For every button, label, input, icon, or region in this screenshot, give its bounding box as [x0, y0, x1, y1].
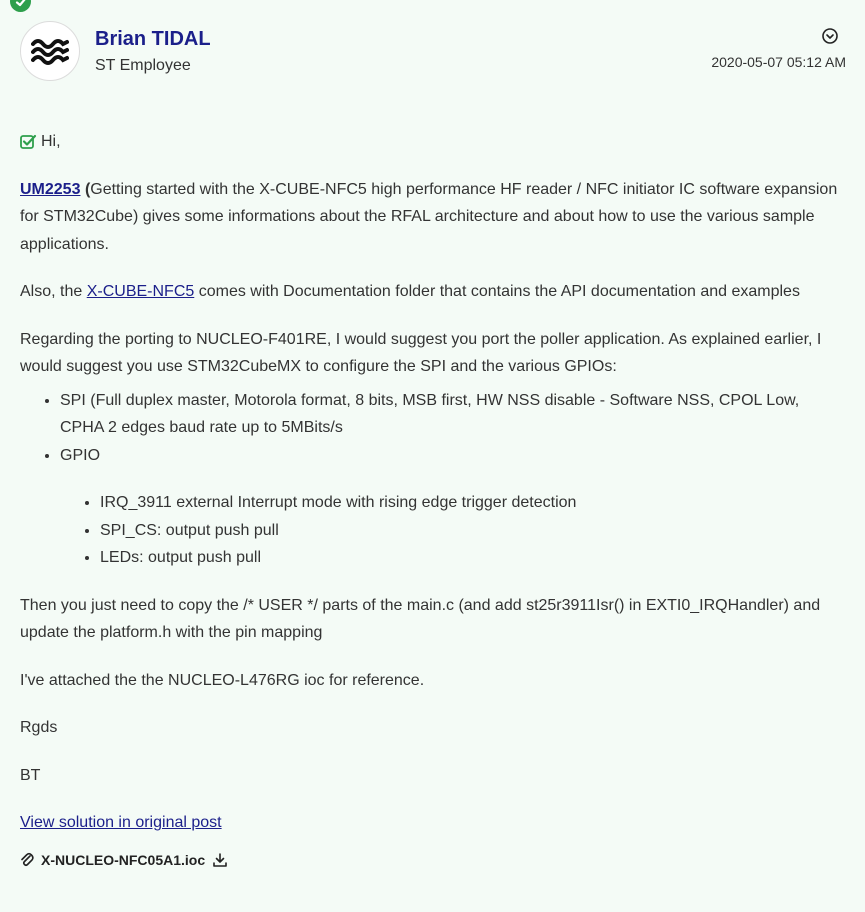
- solved-check-icon: [10, 0, 31, 12]
- post-body: [20, 128, 845, 874]
- paragraph-rgds: Rgds: [20, 719, 58, 736]
- author-name[interactable]: Brian TIDAL: [95, 28, 211, 50]
- paragraph-copy: Then you just need to copy the /* USER */ parts of the main.c (and add st25r3911Isr() in EXTI0_IRQHandler) and update the platform.h with the pin mapping: [20, 596, 821, 641]
- paragraph-porting: Regarding the porting to NUCLEO-F401RE, I would suggest you port the poller application. As explained earlier, I would suggest you use STM32CubeMX to configure the SPI and the various GPIOs:: [20, 330, 822, 375]
- view-solution-link[interactable]: View solution in original post: [20, 814, 222, 831]
- xcube-nfc5-link[interactable]: X-CUBE-NFC5: [86, 283, 195, 300]
- checkbox-check-icon: [20, 134, 37, 149]
- list-item-spi: • SPI (Full duplex master, Motorola format, 8 bits, MSB first, HW NSS disable - Software NSS, CPOL Low, CPHA 2 edges baud rate up to 5MBits/s: [60, 387, 845, 442]
- post-timestamp: 2020-05-07 05:12 AM: [711, 54, 846, 70]
- p1-text: Getting started with the X-CUBE-NFC5 high performance HF reader / NFC initiator IC software expansion for STM32Cube) gives some informations about the RFAL architecture and about how to use the various sample applications.: [20, 180, 838, 253]
- chevron-down-circle-icon[interactable]: [822, 28, 838, 44]
- list-item-gpio: [60, 442, 845, 470]
- paragraph-signature: BT: [20, 766, 41, 784]
- gpio-label: GPIO: [60, 446, 101, 464]
- paragraph-attached: I've attached the the NUCLEO-L476RG ioc for reference.: [20, 671, 425, 689]
- avatar[interactable]: [20, 21, 80, 81]
- sublist-item: • SPI_CS: output push pull: [100, 517, 845, 545]
- attachment-name[interactable]: X-NUCLEO-NFC05A1.ioc: [41, 851, 206, 868]
- p1-paren: (: [84, 180, 91, 198]
- sublist-item: • LEDs: output push pull: [100, 544, 845, 572]
- attachment[interactable]: [20, 847, 845, 875]
- greeting-line: [20, 128, 845, 156]
- config-list: [20, 387, 845, 470]
- author-role: ST Employee: [95, 57, 191, 74]
- paragraph-xcube: [20, 278, 845, 306]
- download-icon[interactable]: [212, 852, 228, 868]
- gpio-sublist: [20, 489, 845, 572]
- paperclip-icon: [20, 852, 34, 868]
- paragraph-um2253: [20, 176, 845, 259]
- p2-post: comes with Documentation folder that contains the API documentation and examples: [194, 283, 800, 300]
- um2253-link[interactable]: UM2253: [20, 180, 81, 198]
- waves-logo-icon: [31, 36, 69, 66]
- p2-pre: Also, the: [20, 283, 87, 300]
- greeting-text: Hi,: [41, 133, 61, 150]
- sublist-item: • IRQ_3911 external Interrupt mode with rising edge trigger detection: [100, 489, 845, 517]
